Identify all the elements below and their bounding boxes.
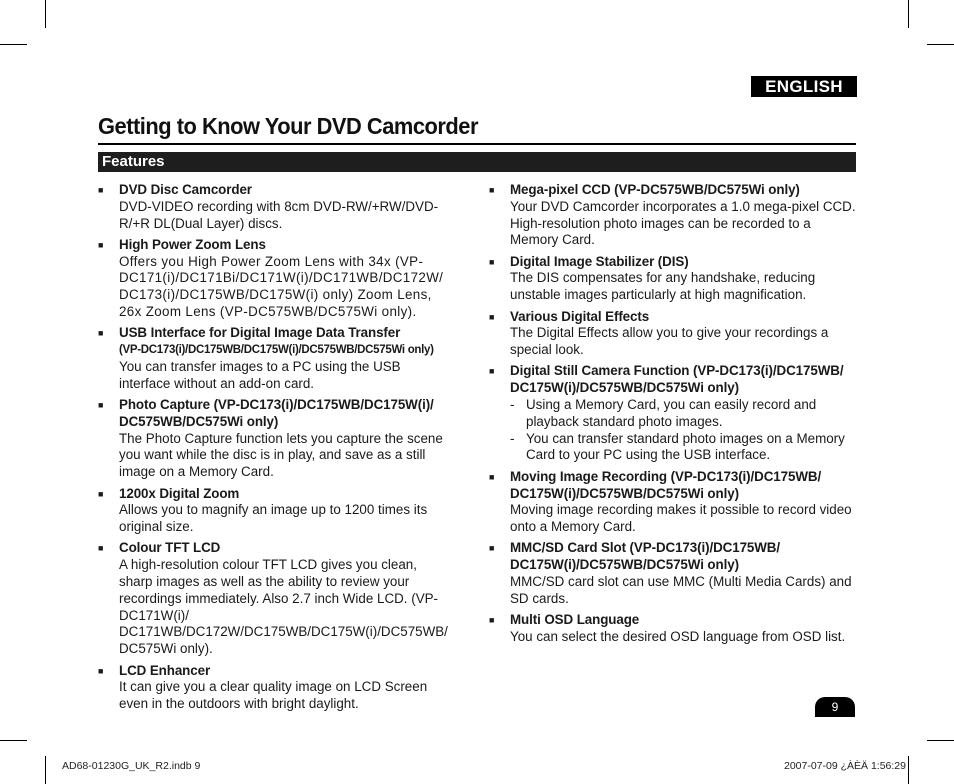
feature-item (489, 469, 857, 536)
feature-name: Mega-pixel CCD (VP-DC575WB/DC575Wi only) (510, 182, 800, 197)
feature-name: High Power Zoom Lens (119, 236, 266, 252)
feature-name: LCD Enhancer (119, 662, 211, 678)
page-title: Getting to Know Your DVD Camcorder (98, 113, 479, 139)
bullet-icon: ■ (98, 239, 104, 250)
feature-description: You can transfer images to a PC using the USB interface without an add-on card. (119, 358, 401, 391)
page-number: 9 (815, 697, 855, 717)
bullet-icon: ■ (489, 256, 495, 267)
bullet-icon: ■ (489, 185, 495, 195)
feature-item (489, 612, 857, 646)
feature-item (98, 182, 448, 232)
feature-item (489, 540, 857, 607)
bullet-icon: ■ (489, 471, 495, 482)
feature-item (489, 363, 857, 464)
feature-name: Digital Image Stabilizer (DIS) (510, 253, 689, 269)
bullet-icon: ■ (489, 366, 495, 377)
crop-mark (45, 0, 46, 28)
feature-description: Allows you to magnify an image up to 1200 times its original size. (119, 502, 428, 535)
feature-description: Your DVD Camcorder incorporates a 1.0 mega-pixel CCD. High-resolution photo images can be recorded to a Memory Card. (510, 198, 856, 248)
feature-item (489, 254, 857, 304)
language-tab: ENGLISH (751, 76, 857, 97)
footer-timestamp: 2007-07-09 ¿ÀÈÄ 1:56:29 (783, 760, 906, 772)
feature-name: Various Digital Effects (510, 308, 650, 324)
crop-mark (908, 756, 909, 784)
feature-subitem (510, 431, 857, 465)
feature-item (98, 663, 448, 713)
subitem-text: Using a Memory Card, you can easily record and playback standard photo images. (526, 397, 817, 429)
title-divider (98, 143, 856, 145)
feature-name: Photo Capture (VP-DC173(i)/DC175WB/DC175W(i)/ DC575WB/DC575Wi only) (119, 397, 434, 429)
feature-name: Colour TFT LCD (119, 540, 221, 556)
feature-item (98, 540, 448, 658)
bullet-icon: ■ (98, 328, 104, 339)
feature-name: USB Interface for Digital Image Data Transfer (119, 325, 401, 341)
feature-description: The DIS compensates for any handshake, reducing unstable images particularly at high magnification. (510, 270, 816, 303)
crop-mark (45, 756, 46, 784)
feature-description: DVD-VIDEO recording with 8cm DVD-RW/+RW/DVD-R/+R DL(Dual Layer) discs. (119, 198, 439, 231)
feature-item (489, 309, 857, 359)
crop-mark (927, 44, 954, 45)
crop-mark (0, 44, 27, 45)
feature-name: DVD Disc Camcorder (119, 182, 252, 197)
bullet-icon: ■ (489, 615, 495, 626)
feature-description: A high-resolution colour TFT LCD gives you clean, sharp images as well as the ability to review your recordings immediately. Also 2.7 inch Wide LCD. (VP-DC171W(i)/ DC171WB/DC172W/DC175WB/DC175W(i)/DC575WB/ DC575Wi only). (119, 557, 448, 657)
bullet-icon: ■ (489, 543, 495, 554)
feature-description: It can give you a clear quality image on LCD Screen even in the outdoors with bright daylight. (119, 679, 428, 712)
bullet-icon: ■ (489, 311, 495, 322)
bullet-icon: ■ (98, 185, 104, 195)
bullet-icon: ■ (98, 488, 104, 499)
feature-item (98, 486, 448, 536)
feature-item (98, 325, 448, 392)
feature-name: Digital Still Camera Function (VP-DC173(i)/DC175WB/ DC175W(i)/DC575WB/DC575Wi only) (510, 363, 844, 396)
bullet-icon: ■ (98, 665, 104, 676)
feature-item (98, 237, 448, 321)
left-feature-column (98, 182, 448, 717)
subitem-text: You can transfer standard photo images on a Memory Card to your PC using the USB interface. (526, 430, 845, 463)
right-feature-column (489, 182, 857, 650)
feature-description: Offers you High Power Zoom Lens with 34x (VP-DC171(i)/DC171Bi/DC171W(i)/DC171WB/DC172W/ DC173(i)/DC175WB/DC175W(i) only) Zoom Lens, 26x Zoom Lens (VP-DC575WB/DC575Wi only). (119, 253, 444, 320)
crop-mark (0, 740, 27, 741)
section-header: Features (98, 152, 856, 172)
feature-name: Multi OSD Language (510, 612, 640, 628)
feature-model-note: (VP-DC173(i)/DC175WB/DC175W(i)/DC575WB/DC575Wi only) (119, 344, 434, 357)
feature-description: MMC/SD card slot can use MMC (Multi Media Cards) and SD cards. (510, 574, 852, 606)
feature-name: MMC/SD Card Slot (VP-DC173(i)/DC175WB/ DC175W(i)/DC575WB/DC575Wi only) (510, 540, 780, 573)
dash-marker: - (510, 430, 515, 446)
feature-subitem (510, 397, 857, 431)
bullet-icon: ■ (98, 400, 104, 411)
feature-description: Moving image recording makes it possible to record video onto a Memory Card. (510, 502, 852, 535)
footer-file-info: AD68-01230G_UK_R2.indb 9 (62, 760, 201, 772)
crop-mark (908, 0, 909, 28)
dash-marker: - (510, 397, 515, 413)
feature-name: Moving Image Recording (VP-DC173(i)/DC175WB/ DC175W(i)/DC575WB/DC575Wi only) (510, 468, 822, 501)
crop-mark (927, 740, 954, 741)
feature-description: The Digital Effects allow you to give your recordings a special look. (510, 325, 829, 358)
feature-item (98, 397, 448, 481)
feature-description: You can select the desired OSD language from OSD list. (510, 628, 846, 644)
feature-description: The Photo Capture function lets you capture the scene you want while the disc is in play, and save as a still image on a Memory Card. (119, 430, 443, 480)
feature-item (489, 182, 857, 249)
feature-name: 1200x Digital Zoom (119, 485, 240, 501)
bullet-icon: ■ (98, 543, 104, 554)
